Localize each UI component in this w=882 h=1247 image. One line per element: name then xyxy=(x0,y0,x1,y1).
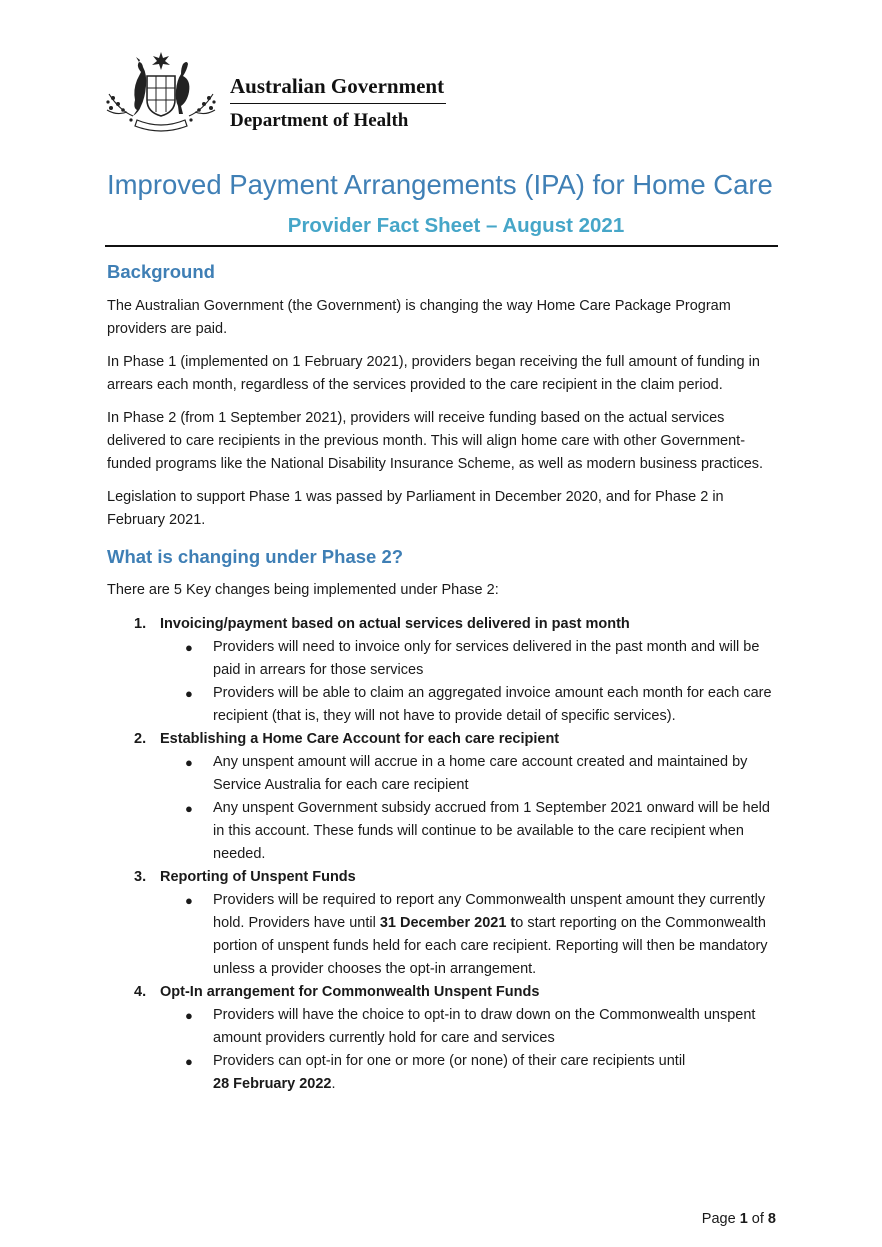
current-page: 1 xyxy=(739,1211,748,1227)
bullet-text: Providers will have the choice to opt-in to draw down on the Commonwealth unspent amount providers currently hold for care and services xyxy=(213,1007,756,1046)
bullet-icon: ● xyxy=(185,1008,193,1023)
department-name: Department of Health xyxy=(230,110,409,131)
change-item xyxy=(107,981,775,1096)
page-subtitle: Provider Fact Sheet – August 2021 xyxy=(287,214,625,237)
bullet-text: Any unspent Government subsidy accrued from 1 September 2021 onward will be held in this account. These funds will continue to be available to the care recipient when needed. xyxy=(213,800,770,862)
change-bullets xyxy=(160,636,775,728)
bullet-text: Providers will be required to report any Commonwealth unspent amount they currently hold. Providers have until 31 December 2021 to start reporting on the Commonwealth portion of unspent funds held for each care recipient. Reporting will then be mandatory unless a provider chooses the opt-in arrangement. xyxy=(213,892,768,977)
change-item xyxy=(107,613,775,728)
change-bullets xyxy=(160,751,775,866)
changes-intro: There are 5 Key changes being implemented under Phase 2: xyxy=(107,582,499,598)
coat-of-arms-icon xyxy=(103,50,219,136)
deadline-date: 28 February 2022 xyxy=(213,1076,332,1092)
bullet-item xyxy=(160,751,775,797)
organisation-block xyxy=(230,73,450,133)
background-paragraph: In Phase 2 (from 1 September 2021), providers will receive funding based on the actual services delivered to care recipients in the previous month. This will align home care with other Government-funded programs like the National Disability Insurance Scheme, as well as modern business practices. xyxy=(107,410,764,472)
page-title: Improved Payment Arrangements (IPA) for Home Care xyxy=(107,169,773,200)
total-pages: 8 xyxy=(767,1211,776,1227)
change-title: Opt-In arrangement for Commonwealth Unspent Funds xyxy=(160,984,540,1000)
org-name: Australian Government xyxy=(230,74,445,98)
change-title: Establishing a Home Care Account for each care recipient xyxy=(160,731,560,747)
bullet-icon: ● xyxy=(185,640,193,655)
bullet-item xyxy=(160,636,775,682)
background-paragraph: Legislation to support Phase 1 was passed by Parliament in December 2020, and for Phase 2 in February 2021. xyxy=(107,489,724,528)
changes-list xyxy=(107,613,775,1096)
change-bullets xyxy=(160,1004,775,1096)
deadline-date: 31 December 2021 t xyxy=(379,915,516,931)
background-paragraph: In Phase 1 (implemented on 1 February 2021), providers began receiving the full amount of funding in arrears each month, regardless of the services provided to the care recipient in the claim period. xyxy=(107,354,760,393)
bullet-item xyxy=(160,682,775,728)
bullet-text: Providers will need to invoice only for services delivered in the past month and will be paid in arrears for those services xyxy=(213,639,760,678)
change-number: 3. xyxy=(134,869,147,885)
bullet-item xyxy=(160,1050,775,1096)
change-number: 4. xyxy=(134,984,147,1000)
bullet-text: Providers can opt-in for one or more (or none) of their care recipients until 28 February 2022. xyxy=(213,1053,686,1092)
bullet-icon: ● xyxy=(185,1054,193,1069)
change-number: 1. xyxy=(134,616,147,632)
change-bullets xyxy=(160,889,775,981)
org-divider xyxy=(230,103,446,104)
bullet-item xyxy=(160,1004,775,1050)
bullet-item xyxy=(160,797,775,866)
changes-heading: What is changing under Phase 2? xyxy=(107,546,404,567)
bullet-text: Providers will be able to claim an aggregated invoice amount each month for each care recipient (that is, they will not have to provide detail of specific services). xyxy=(213,685,772,724)
change-number: 2. xyxy=(134,731,147,747)
page-number: Page 1 of 8 xyxy=(701,1211,776,1227)
bullet-icon: ● xyxy=(185,686,193,701)
title-divider xyxy=(105,245,778,247)
change-item xyxy=(107,728,775,866)
change-title: Reporting of Unspent Funds xyxy=(160,869,356,885)
bullet-item xyxy=(160,889,775,981)
change-item xyxy=(107,866,775,981)
bullet-icon: ● xyxy=(185,755,193,770)
background-paragraph: The Australian Government (the Government) is changing the way Home Care Package Program providers are paid. xyxy=(107,298,731,337)
change-title: Invoicing/payment based on actual services delivered in past month xyxy=(160,616,630,632)
bullet-text: Any unspent amount will accrue in a home care account created and maintained by Service Australia for each care recipient xyxy=(213,754,748,793)
bullet-icon: ● xyxy=(185,801,193,816)
document-body xyxy=(107,256,775,1096)
background-heading: Background xyxy=(107,261,215,282)
bullet-icon: ● xyxy=(185,893,193,908)
